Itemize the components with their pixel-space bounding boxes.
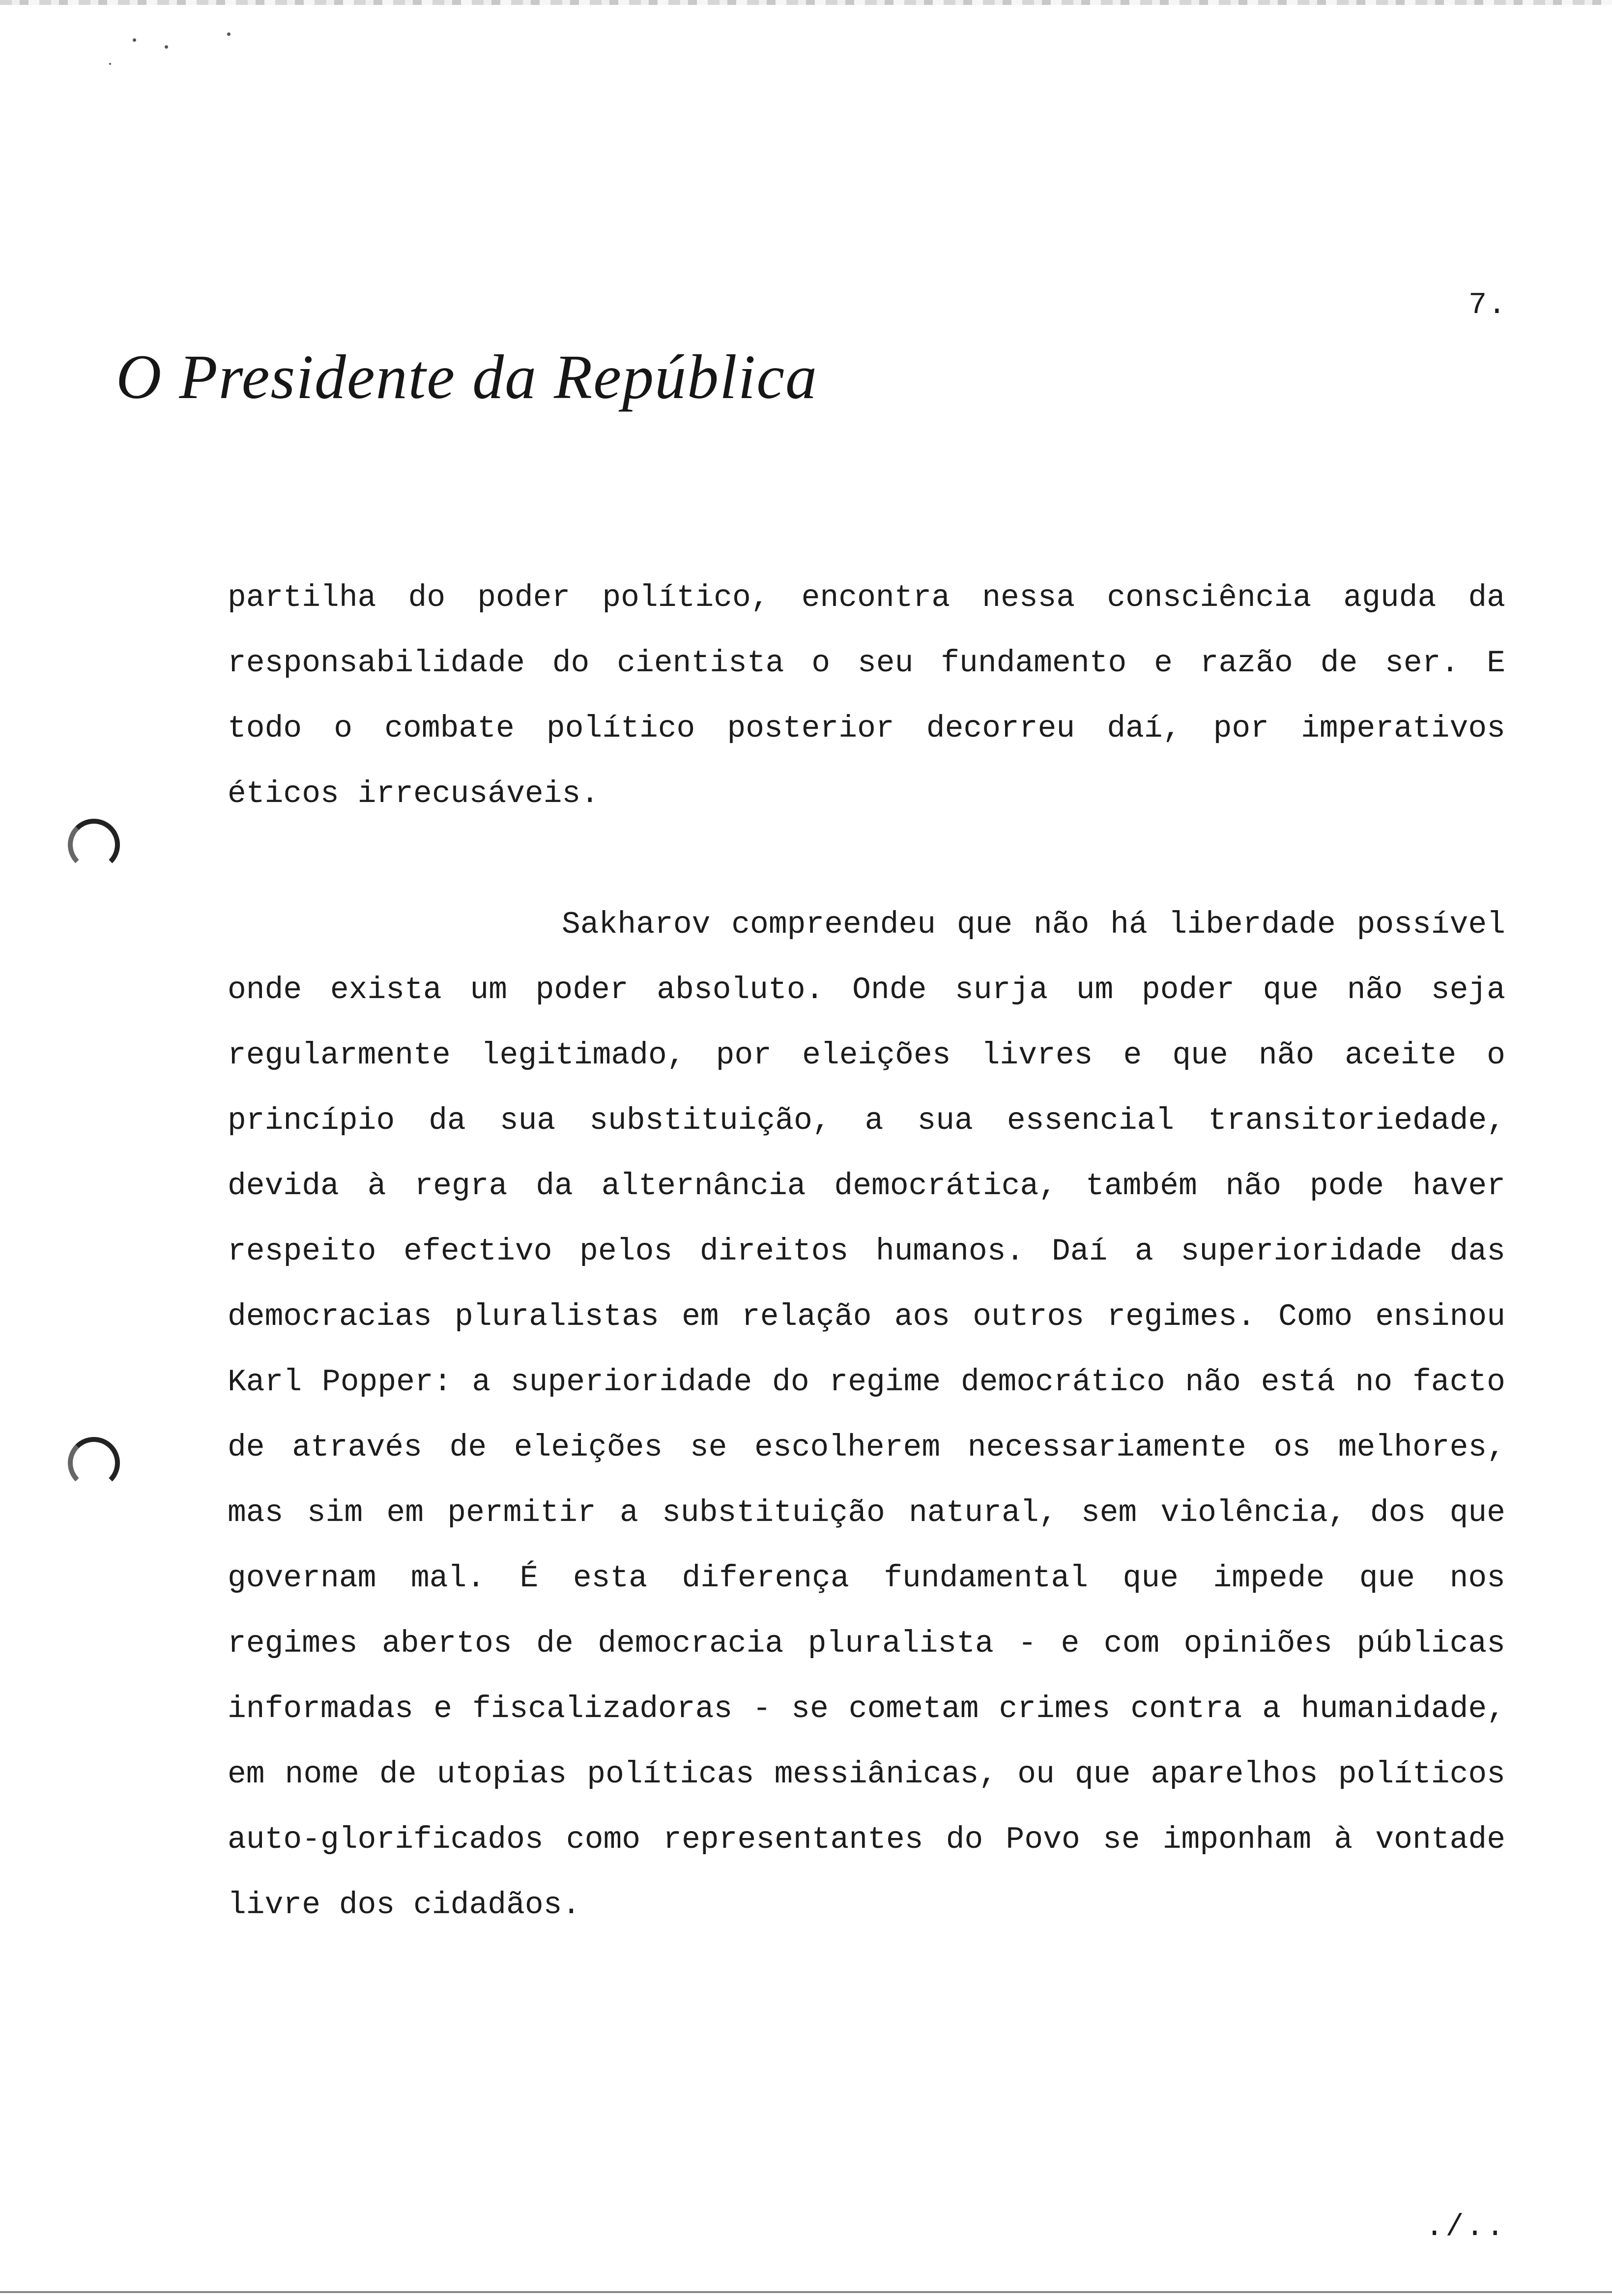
scan-speck	[109, 63, 111, 65]
letterhead: O Presidente da República	[116, 342, 818, 412]
punch-hole	[68, 819, 120, 871]
paragraph-1: partilha do poder político, encontra nessa consciência aguda da responsabilidade do cientista o seu fundamento e razão de ser. E todo o combate político posterior decorreu daí, por imperativos éticos irrecusáveis.	[228, 580, 1505, 811]
scan-speck	[165, 45, 168, 49]
paragraph-2: Sakharov compreendeu que não há liberdade possível onde exista um poder absoluto. Onde surja um poder que não seja regularmente legitimado, por eleições livres e que não aceite o princípio da sua substituição, a sua essencial transitoriedade, devida à regra da alternância democrática, também não pode haver respeito efectivo pelos direitos humanos. Daí a superioridade das democracias pluralistas em relação aos outros regimes. Como ensinou Karl Popper: a superioridade do regime democrático não está no facto de através de eleições se escolherem necessariamente os melhores, mas sim em permitir a substituição natural, sem violência, dos que governam mal. É esta diferença fundamental que impede que nos regimes abertos de democracia pluralista - e com opiniões públicas informadas e fiscalizadoras - se cometam crimes contra a humanidade, em nome de utopias políticas messiânicas, ou que aparelhos políticos auto-glorificados como representantes do Povo se imponham à vontade livre dos cidadãos.	[228, 907, 1505, 1923]
scan-speck	[133, 38, 136, 42]
scan-edge-top	[0, 0, 1612, 5]
scan-speck	[227, 32, 230, 36]
scan-edge-bottom	[0, 2291, 1612, 2293]
body-text	[228, 565, 1505, 1938]
punch-hole	[68, 1437, 120, 1489]
continuation-mark: ./..	[1425, 2210, 1506, 2244]
page-number: 7.	[1468, 287, 1507, 322]
